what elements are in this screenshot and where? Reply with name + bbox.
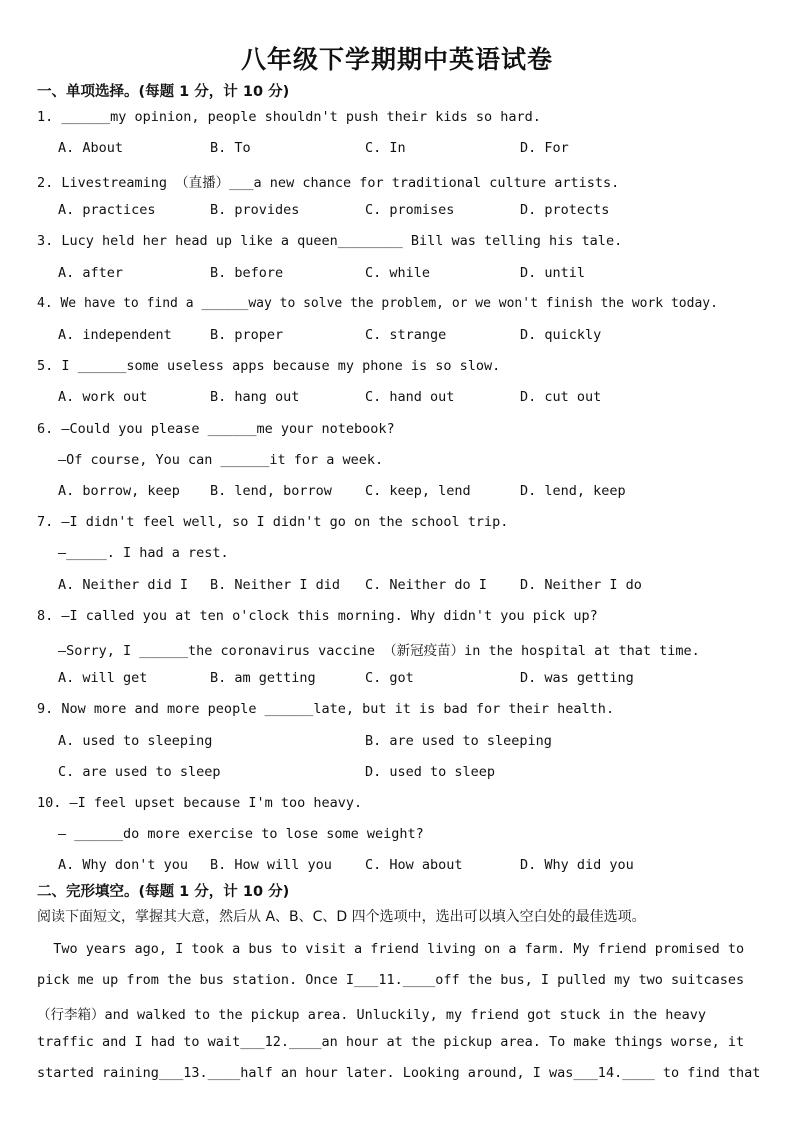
q7-option-d: D. Neither I do — [520, 577, 642, 593]
passage-line-5: started raining___13.____half an hour later. Looking around, I was___14.____ to find that — [37, 1065, 761, 1081]
q1-option-a: A. About — [58, 140, 124, 156]
q7-option-c: C. Neither do I — [365, 577, 487, 593]
question-5: 5. I ______some useless apps because my phone is so slow. — [37, 358, 501, 374]
q2-option-b: B. provides — [210, 202, 300, 218]
question-6: 6. —Could you please ______me your notebook? — [37, 421, 395, 437]
passage-line-2: pick me up from the bus station. Once I___11.____off the bus, I pulled my two suitcases — [37, 972, 745, 988]
q7-option-b: B. Neither I did — [210, 577, 341, 593]
q5-option-c: C. hand out — [365, 389, 455, 405]
q3-option-d: D. until — [520, 265, 586, 281]
q6-option-c: C. keep, lend — [365, 483, 471, 499]
passage-line-3: （行李箱）and walked to the pickup area. Unluckily, my friend got stuck in the heavy — [37, 1007, 706, 1023]
q1-option-b: B. To — [210, 140, 251, 156]
question-8-reply: —Sorry, I ______the coronavirus vaccine （新冠疫苗）in the hospital at that time. — [58, 643, 700, 659]
q8-option-d: D. was getting — [520, 670, 634, 686]
q5-option-b: B. hang out — [210, 389, 300, 405]
question-3: 3. Lucy held her head up like a queen________ Bill was telling his tale. — [37, 233, 623, 249]
q10-option-b: B. How will you — [210, 857, 332, 873]
q3-option-c: C. while — [365, 265, 431, 281]
question-7: 7. —I didn't feel well, so I didn't go on the school trip. — [37, 514, 509, 530]
question-1: 1. ______my opinion, people shouldn't push their kids so hard. — [37, 109, 541, 125]
q2-option-a: A. practices — [58, 202, 156, 218]
question-10: 10. —I feel upset because I'm too heavy. — [37, 795, 363, 811]
passage-line-4: traffic and I had to wait___12.____an hour at the pickup area. To make things worse, it — [37, 1034, 745, 1050]
q2-option-c: C. promises — [365, 202, 455, 218]
q2-option-d: D. protects — [520, 202, 610, 218]
q5-option-d: D. cut out — [520, 389, 602, 405]
question-6-reply: —Of course, You can ______it for a week. — [58, 452, 384, 468]
q3-option-b: B. before — [210, 265, 284, 281]
q9-option-a: A. used to sleeping — [58, 733, 213, 749]
section1-heading: 一、单项选择。(每题 1 分，计 10 分) — [37, 84, 290, 100]
q10-option-a: A. Why don't you — [58, 857, 189, 873]
section2-instruction: 阅读下面短文，掌握其大意，然后从 A、B、C、D 四个选项中，选出可以填入空白处的最佳选项。 — [37, 909, 646, 925]
q9-option-b: B. are used to sleeping — [365, 733, 552, 749]
q9-option-d: D. used to sleep — [365, 764, 496, 780]
question-7-reply: —_____. I had a rest. — [58, 545, 229, 561]
q7-option-a: A. Neither did I — [58, 577, 189, 593]
q5-option-a: A. work out — [58, 389, 148, 405]
page-title: 八年级下学期期中英语试卷 — [240, 45, 553, 74]
q6-option-d: D. lend, keep — [520, 483, 626, 499]
q10-option-d: D. Why did you — [520, 857, 634, 873]
q8-option-b: B. am getting — [210, 670, 316, 686]
question-10-reply: — ______do more exercise to lose some weight? — [58, 826, 424, 842]
q1-option-c: C. In — [365, 140, 406, 156]
passage-line-1: Two years ago, I took a bus to visit a friend living on a farm. My friend promised to — [37, 941, 745, 957]
question-9: 9. Now more and more people ______late, but it is bad for their health. — [37, 701, 615, 717]
question-2: 2. Livestreaming （直播）___a new chance for traditional culture artists. — [37, 175, 620, 191]
q6-option-a: A. borrow, keep — [58, 483, 180, 499]
q10-option-c: C. How about — [365, 857, 463, 873]
q4-option-d: D. quickly — [520, 327, 602, 343]
q4-option-c: C. strange — [365, 327, 447, 343]
q4-option-b: B. proper — [210, 327, 284, 343]
q6-option-b: B. lend, borrow — [210, 483, 332, 499]
q1-option-d: D. For — [520, 140, 569, 156]
q3-option-a: A. after — [58, 265, 124, 281]
q9-option-c: C. are used to sleep — [58, 764, 221, 780]
q8-option-a: A. will get — [58, 670, 148, 686]
q8-option-c: C. got — [365, 670, 414, 686]
section2-heading: 二、完形填空。(每题 1 分，计 10 分) — [37, 884, 290, 900]
question-4: 4. We have to find a ______way to solve the problem, or we won't finish the work today. — [37, 296, 718, 311]
q4-option-a: A. independent — [58, 327, 172, 343]
question-8: 8. —I called you at ten o'clock this morning. Why didn't you pick up? — [37, 608, 598, 624]
